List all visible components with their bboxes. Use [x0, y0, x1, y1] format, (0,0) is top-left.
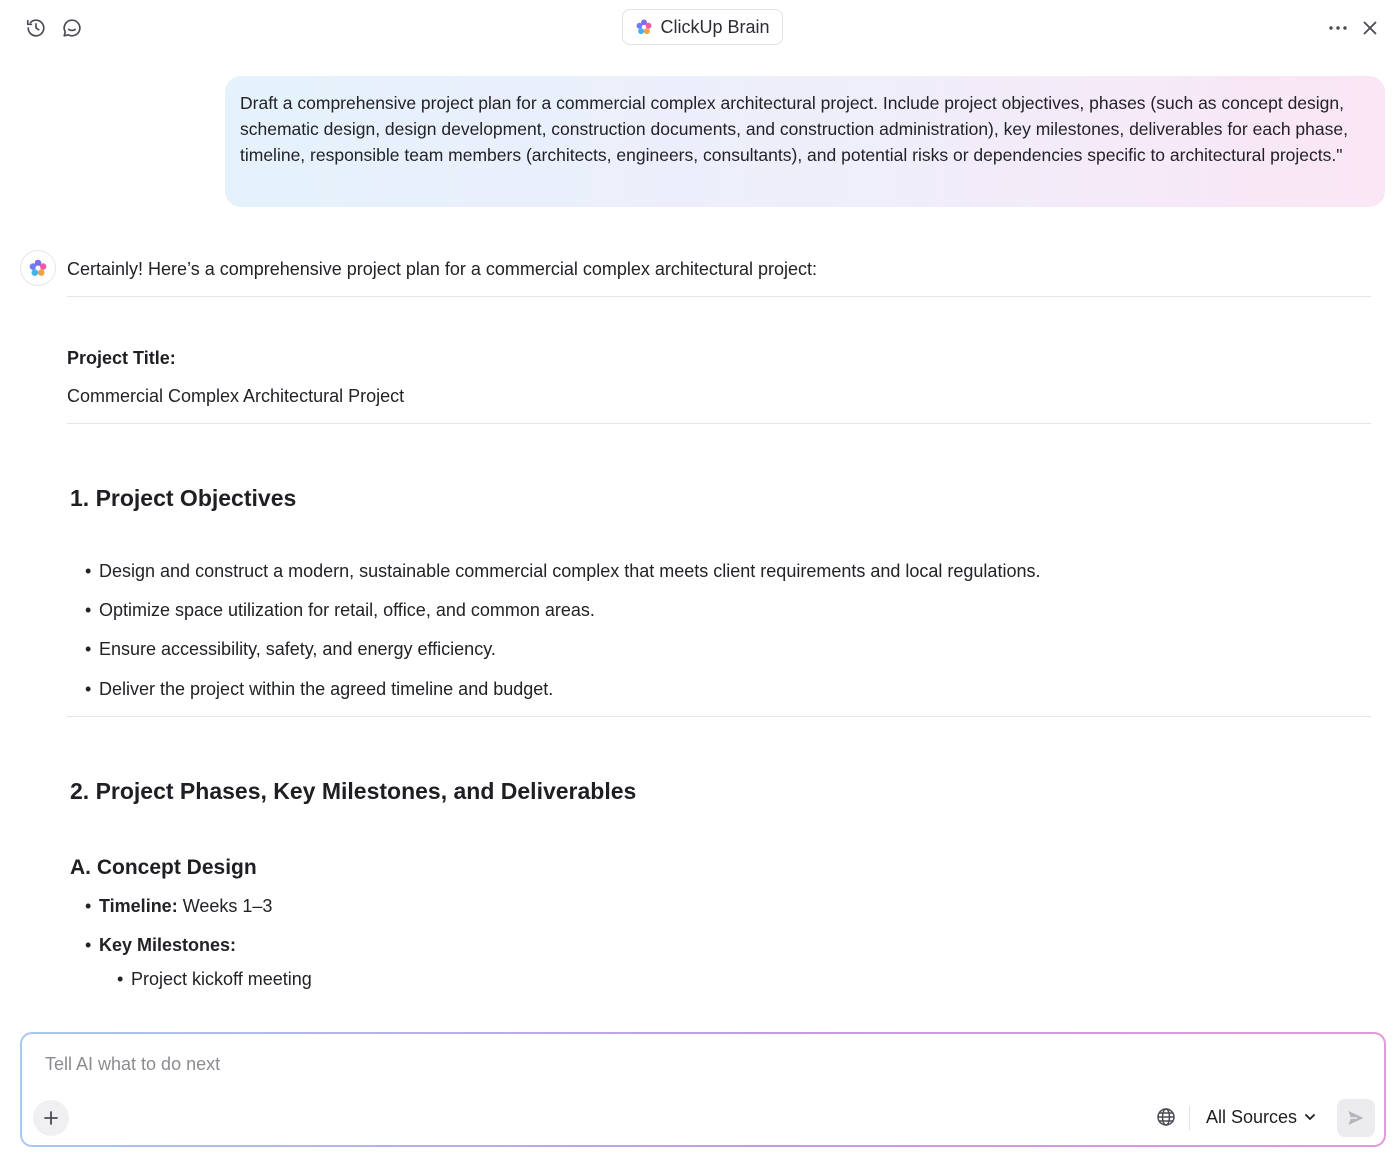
list-item: • Timeline: Weeks 1–3 [85, 896, 273, 916]
timeline-value: Weeks 1–3 [182, 896, 273, 916]
brand-title-label: ClickUp Brain [660, 16, 770, 37]
list-item-text: Design and construct a modern, sustainable commercial complex that meets client requirements and local regulations. [99, 561, 1041, 581]
ai-avatar [20, 250, 56, 286]
list-item: • Ensure accessibility, safety, and energy efficiency. [85, 639, 496, 659]
divider [67, 423, 1371, 424]
composer-box [22, 1034, 1384, 1145]
history-icon[interactable] [22, 14, 50, 42]
list-item-text: Project kickoff meeting [131, 969, 312, 989]
chat-icon[interactable] [58, 14, 86, 42]
list-item-text: Optimize space utilization for retail, office, and common areas. [99, 600, 595, 620]
section-heading-objectives: 1. Project Objectives [70, 485, 297, 511]
brain-logo-icon [28, 258, 48, 278]
project-title-label: Project Title: [67, 348, 176, 368]
list-item-text: Deliver the project within the agreed timeline and budget. [99, 679, 554, 699]
project-title-value: Commercial Complex Architectural Project [67, 386, 405, 406]
web-search-toggle[interactable] [1153, 1104, 1179, 1130]
phase-heading-concept-design: A. Concept Design [70, 856, 257, 879]
list-item: • Design and construct a modern, sustainable commercial complex that meets client requirements and local regulations. [85, 561, 1041, 581]
close-icon[interactable] [1356, 14, 1384, 42]
composer [20, 1032, 1386, 1147]
list-item-text: Ensure accessibility, safety, and energy efficiency. [99, 639, 496, 659]
list-item: • Deliver the project within the agreed timeline and budget. [85, 679, 554, 699]
timeline-label: Timeline: [99, 896, 178, 916]
add-button[interactable] [33, 1100, 69, 1136]
more-icon[interactable] [1324, 14, 1352, 42]
list-item: • Project kickoff meeting [117, 969, 312, 989]
prompt-input[interactable] [45, 1052, 1245, 1076]
list-item: • Key Milestones: [85, 935, 237, 955]
milestones-label: Key Milestones: [99, 935, 237, 955]
ai-intro-text: Certainly! Here’s a comprehensive project plan for a commercial complex architectural project: [67, 259, 817, 279]
divider [67, 716, 1371, 717]
plus-icon [43, 1110, 59, 1126]
sources-dropdown[interactable] [1206, 1104, 1317, 1130]
section-heading-phases: 2. Project Phases, Key Milestones, and Deliverables [70, 778, 637, 804]
send-button[interactable] [1337, 1099, 1375, 1137]
list-item: • Optimize space utilization for retail, office, and common areas. [85, 600, 595, 620]
user-message-bubble: Draft a comprehensive project plan for a commercial complex architectural project. Include project objectives, phases (such as concept design, schematic design, design development, construction documents, and construction administration), key milestones, deliverables for each phase, timeline, responsible team members (architects, engineers, consultants), and potential risks or dependencies specific to architectural projects." [225, 76, 1385, 207]
brain-logo-icon [635, 18, 653, 36]
send-icon [1346, 1108, 1366, 1128]
sources-label: All Sources [1206, 1106, 1298, 1127]
divider [67, 296, 1371, 297]
globe-icon [1156, 1107, 1176, 1127]
brand-title[interactable] [622, 9, 783, 45]
toolbar-divider [1189, 1106, 1190, 1130]
chevron-down-icon [1303, 1110, 1317, 1124]
top-bar [0, 0, 1400, 56]
